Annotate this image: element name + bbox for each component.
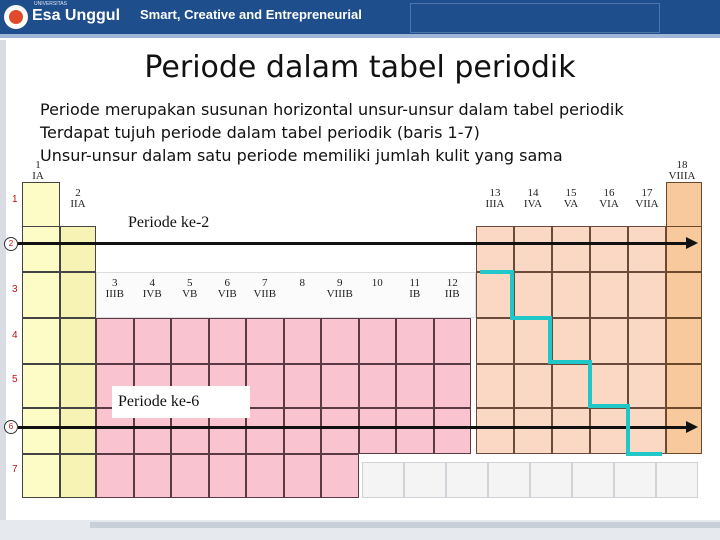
element-cell [171, 318, 209, 364]
slide-title: Periode dalam tabel periodik [144, 50, 576, 85]
element-cell [171, 454, 209, 498]
element-cell [359, 408, 397, 454]
transition-group-label: 12 IIB [444, 277, 460, 300]
period-6-arrowhead-icon [686, 421, 698, 433]
period-number: 6 [4, 420, 18, 434]
element-cell [434, 364, 472, 408]
element-cell [628, 364, 666, 408]
element-cell [628, 226, 666, 272]
element-cell [628, 318, 666, 364]
transition-group-label: 4 IVB [142, 277, 162, 300]
period-6-label: Periode ke-6 [112, 386, 250, 418]
empty-cell [656, 462, 698, 498]
element-cell [246, 318, 284, 364]
bullet-list [40, 98, 624, 167]
element-cell [22, 226, 60, 272]
period-number: 4 [12, 330, 18, 341]
element-cell [476, 226, 514, 272]
element-cell [434, 318, 472, 364]
group-1-label: 1 IA [32, 159, 44, 182]
main-group-label: 14 IVA [523, 187, 543, 210]
transition-group-label: 10 [371, 277, 383, 289]
period-number: 2 [4, 237, 18, 251]
element-cell [321, 364, 359, 408]
group-2-label: 2 IIA [70, 187, 86, 210]
element-cell [666, 226, 702, 272]
element-cell [60, 364, 96, 408]
element-cell [552, 272, 590, 318]
element-cell [284, 408, 322, 454]
logo-small-text: UNIVERSITAS [34, 1, 67, 7]
header-banner [0, 0, 720, 34]
tagline: Smart, Creative and Entrepreneurial [140, 7, 362, 22]
element-cell [60, 272, 96, 318]
element-cell [590, 226, 628, 272]
transition-group-label: 8 [299, 277, 305, 289]
staircase-line [548, 316, 552, 364]
empty-cell [404, 462, 446, 498]
element-cell [628, 408, 666, 454]
main-group-label: 13 IIIA [485, 187, 505, 210]
transition-group-label: 6 VIB [217, 277, 237, 300]
staircase-line [626, 404, 630, 456]
period-2-arrowhead-icon [686, 237, 698, 249]
header-decor-box [410, 3, 660, 33]
element-cell [22, 318, 60, 364]
empty-cell [530, 462, 572, 498]
university-logo-icon [4, 5, 28, 29]
empty-cell [362, 462, 404, 498]
element-cell [476, 364, 514, 408]
element-cell [60, 318, 96, 364]
transition-group-label: 7 VIIB [253, 277, 277, 300]
period-6-arrow [18, 426, 690, 429]
main-group-label: 15 VA [563, 187, 579, 210]
element-cell [246, 364, 284, 408]
element-cell [246, 408, 284, 454]
bullet-item: Unsur-unsur dalam satu periode memiliki jumlah kulit yang sama [40, 146, 563, 165]
element-cell [628, 272, 666, 318]
element-cell [284, 364, 322, 408]
element-cell [60, 226, 96, 272]
element-cell [514, 226, 552, 272]
element-cell [396, 364, 434, 408]
element-cell [96, 318, 134, 364]
element-cell [476, 408, 514, 454]
period-number: 5 [12, 374, 18, 385]
header-strip [0, 34, 720, 38]
element-cell [590, 364, 628, 408]
element-cell [552, 318, 590, 364]
element-cell [22, 408, 60, 454]
element-cell [284, 318, 322, 364]
element-cell [134, 318, 172, 364]
element-cell [590, 408, 628, 454]
element-cell [476, 272, 514, 318]
element-cell [359, 364, 397, 408]
logo-name: Esa Unggul [32, 7, 121, 24]
empty-cell [488, 462, 530, 498]
main-group-label: 16 VIA [599, 187, 619, 210]
element-cell [590, 318, 628, 364]
transition-group-label: 3 IIIB [105, 277, 124, 300]
element-cell [514, 272, 552, 318]
staircase-line [510, 316, 552, 320]
element-cell [666, 182, 702, 228]
element-cell [396, 318, 434, 364]
staircase-line [480, 270, 514, 274]
transition-group-label: 5 VB [182, 277, 198, 300]
element-cell [96, 454, 134, 498]
element-cell [284, 454, 322, 498]
group-18-label: 18 VIIIA [668, 159, 696, 182]
bullet-item: Terdapat tujuh periode dalam tabel periodik (baris 1-7) [40, 123, 480, 142]
element-cell [22, 364, 60, 408]
staircase-line [588, 360, 592, 408]
side-shadow [0, 40, 6, 520]
main-group-label: 17 VIIA [635, 187, 659, 210]
staircase-line [510, 270, 514, 320]
period-2-label: Periode ke-2 [128, 214, 220, 236]
staircase-line [588, 404, 630, 408]
element-cell [209, 454, 247, 498]
footer-strip [90, 522, 720, 528]
period-number: 3 [12, 284, 18, 295]
element-cell [359, 318, 397, 364]
element-cell [666, 272, 702, 318]
element-cell [552, 364, 590, 408]
element-cell [434, 408, 472, 454]
element-cell [22, 182, 60, 228]
empty-cell [446, 462, 488, 498]
bullet-item: Periode merupakan susunan horizontal unsur-unsur dalam tabel periodik [40, 100, 624, 119]
element-cell [666, 318, 702, 364]
element-cell [476, 318, 514, 364]
element-cell [396, 408, 434, 454]
element-cell [22, 454, 60, 498]
transition-group-label: 11 IB [409, 277, 421, 300]
staircase-line [548, 360, 590, 364]
staircase-line [626, 452, 662, 456]
element-cell [590, 272, 628, 318]
element-cell [134, 454, 172, 498]
element-cell [552, 226, 590, 272]
element-cell [246, 454, 284, 498]
empty-cell [614, 462, 656, 498]
element-cell [60, 408, 96, 454]
element-cell [321, 454, 359, 498]
element-cell [60, 454, 96, 498]
element-cell [321, 318, 359, 364]
element-cell [209, 318, 247, 364]
element-cell [321, 408, 359, 454]
element-cell [514, 318, 552, 364]
element-cell [552, 408, 590, 454]
element-cell [514, 364, 552, 408]
period-number: 1 [12, 194, 18, 205]
element-cell [514, 408, 552, 454]
transition-group-label: 9 VIIIB [326, 277, 353, 300]
period-number: 7 [12, 464, 18, 475]
element-cell [22, 272, 60, 318]
period-2-arrow [18, 242, 690, 245]
element-cell [666, 364, 702, 408]
empty-cell [572, 462, 614, 498]
